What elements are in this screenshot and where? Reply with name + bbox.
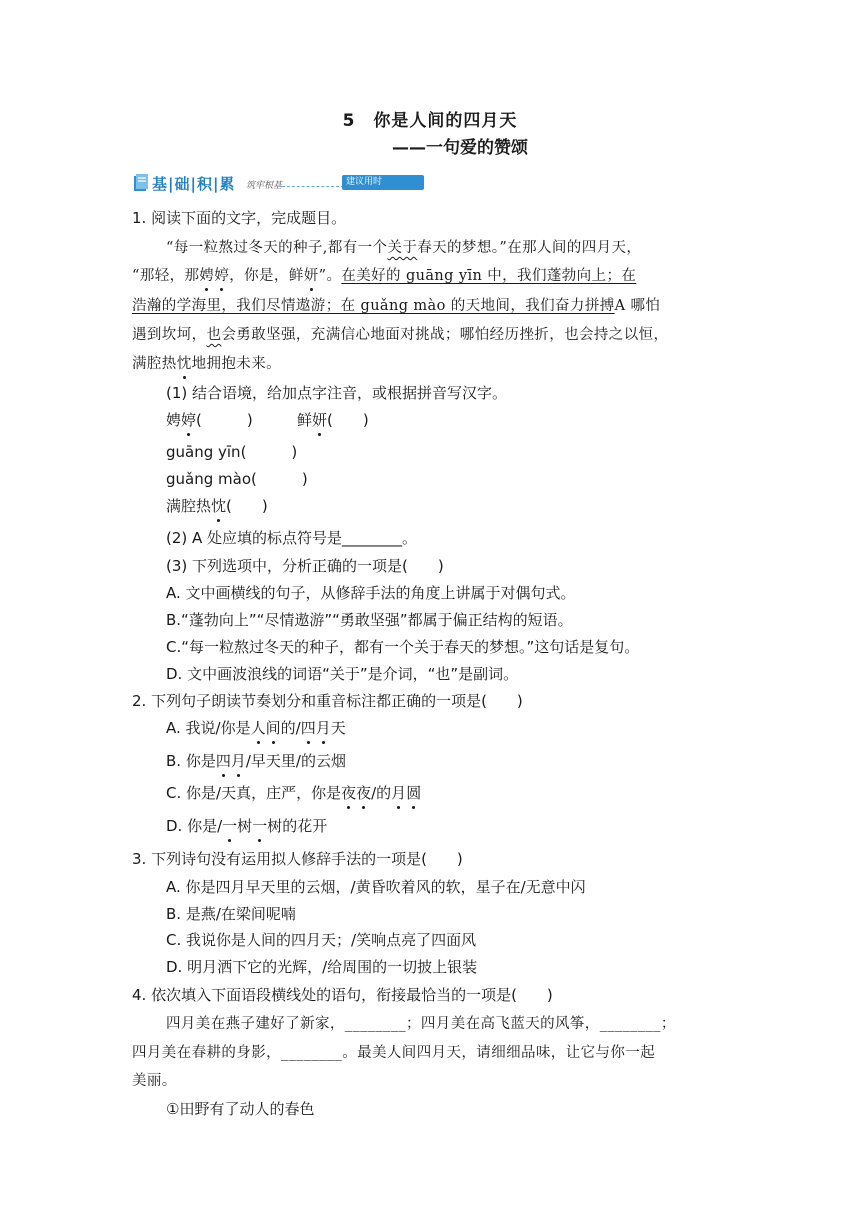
- passage-text: 遇到坎坷，: [132, 327, 207, 343]
- q1-sub1: (1) 结合语境，给加点字注音，或根据拼音写汉字。: [166, 384, 508, 402]
- stress-char: 四: [300, 719, 316, 737]
- option-text: 你是/: [187, 817, 223, 835]
- q4-passage-line3: 美丽。: [132, 1073, 177, 1089]
- dotted-word: [199, 268, 229, 284]
- passage-text: ，你是，鲜: [229, 268, 304, 284]
- passage-text: “每一粒熬过冬天的种子,都有一个: [166, 240, 388, 256]
- item-text: 鲜: [297, 411, 313, 429]
- q2-option-d: [166, 815, 327, 836]
- q2-option-c: [166, 782, 421, 803]
- q2-option-b: [166, 750, 346, 771]
- option-text: 的/: [280, 719, 301, 737]
- q1-option-b: B.“蓬勃向上”“尽情遨游”“勇敢坚强”都属于偏正结构的短语。: [166, 611, 573, 629]
- q1-sub3: (3) 下列选项中，分析正确的一项是( ): [166, 557, 444, 575]
- passage-text: ”。: [318, 268, 342, 284]
- passage-text: 春天的梦想。”在那人间的四月天，: [417, 240, 642, 256]
- answer-blank: ( ): [226, 497, 268, 515]
- wavy-word: 关于: [387, 240, 418, 256]
- section-name: 基|础|积|累: [152, 175, 236, 193]
- wavy-word: 也: [206, 327, 222, 343]
- dotted-char: 妍: [312, 411, 328, 429]
- answer-blank: ( ): [196, 411, 253, 429]
- option-label: C.: [166, 784, 187, 802]
- item-text: 娉: [166, 411, 182, 429]
- q1-sub1-item-1: [166, 409, 253, 430]
- section-subtitle: 筑牢根基: [246, 181, 283, 191]
- q4-passage-line1: 四月美在燕子建好了新家，________；四月美在高飞蓝天的风筝，________；: [166, 1016, 676, 1032]
- q1-sub1-item-2: [297, 409, 369, 430]
- item-text: 满腔热: [166, 497, 212, 515]
- dotted-char: 婷: [214, 264, 229, 285]
- stress-char: 一: [222, 817, 238, 835]
- q1-option-a: A. 文中画横线的句子，从修辞手法的角度上讲属于对偶句式。: [166, 584, 576, 602]
- stress-char: 月: [315, 719, 331, 737]
- q1-sub1-item-5: [166, 495, 268, 516]
- q2-option-a: [166, 717, 346, 738]
- option-label: A.: [166, 719, 186, 737]
- q1-passage-line2: [132, 264, 636, 285]
- q2-stem: 2. 下列句子朗读节奏划分和重音标注都正确的一项是( ): [132, 692, 523, 710]
- time-value: 15min: [347, 191, 386, 204]
- stress-char: 间: [265, 719, 281, 737]
- stress-char: 圆: [406, 784, 422, 802]
- option-text: /的: [371, 784, 392, 802]
- dotted-char: 妍: [304, 264, 319, 285]
- q4-item-1: ①田野有了动人的春色: [166, 1100, 315, 1118]
- option-text: 天: [330, 719, 346, 737]
- stress-char: 人: [250, 719, 266, 737]
- q1-passage-line4: [132, 323, 668, 344]
- stress-char: 夜: [341, 784, 357, 802]
- q3-option-d: D. 明月洒下它的光辉，/给周围的一切披上银装: [166, 958, 478, 976]
- q1-sub1-item-4: guǎng mào( ): [166, 470, 308, 488]
- underlined-sentence: 在美好的 guāng yīn 中，我们蓬勃向上；在: [341, 268, 637, 284]
- q1-option-c: C.“每一粒熬过冬天的种子，都有一个关于春天的梦想。”这句话是复句。: [166, 638, 640, 656]
- stress-char: 月: [391, 784, 407, 802]
- banner-divider: [282, 186, 344, 187]
- q3-option-b: B. 是燕/在梁间呢喃: [166, 905, 296, 923]
- q3-option-c: C. 我说你是人间的四月天；/笑响点亮了四面风: [166, 931, 477, 949]
- q1-stem: 1. 阅读下面的文字，完成题目。: [132, 209, 347, 227]
- q1-option-d: D. 文中画波浪线的词语“关于”是介词，“也”是副词。: [166, 665, 519, 683]
- q3-option-a: A. 你是四月早天里的云烟，/黄昏吹着风的软，星子在/无意中闪: [166, 878, 586, 896]
- q1-passage-line3: [132, 294, 660, 315]
- option-label: D.: [166, 817, 188, 835]
- option-text: 树的花开: [267, 817, 328, 835]
- q1-passage-line1: [166, 236, 641, 257]
- option-text: /早天里/的云烟: [245, 752, 346, 770]
- passage-text: 地拥抱未来。: [191, 356, 282, 372]
- dotted-char: 忱: [177, 352, 192, 373]
- option-text: 我说/你是: [185, 719, 251, 737]
- section-banner: [132, 173, 424, 204]
- lesson-title: 5 你是人间的四月天: [342, 111, 518, 131]
- time-badge: [342, 175, 424, 204]
- q1-sub1-item-3: guāng yīn( ): [166, 443, 298, 461]
- dotted-char: 忱: [211, 497, 227, 515]
- underlined-sentence: 浩瀚的学海里，我们尽情遨游；在 guǎng mào 的天地间，我们奋力拼搏: [132, 298, 615, 314]
- passage-text: “那轻，那: [132, 268, 200, 284]
- stress-char: 一: [252, 817, 268, 835]
- option-text: 树: [237, 817, 253, 835]
- passage-text: 满腔热: [132, 356, 177, 372]
- stress-char: 夜: [356, 784, 372, 802]
- option-text: 你是: [185, 752, 216, 770]
- option-label: B.: [166, 752, 186, 770]
- q4-stem: 4. 依次填入下面语段横线处的语句，衔接最恰当的一项是( ): [132, 986, 553, 1004]
- stress-char: 四: [215, 752, 231, 770]
- passage-text: A 哪怕: [614, 298, 661, 314]
- q1-sub2: (2) A 处应填的标点符号是________。: [166, 529, 418, 547]
- dotted-char: 娉: [199, 264, 214, 285]
- lesson-subtitle: ——一句爱的赞颂: [392, 138, 528, 158]
- q4-passage-line2: 四月美在春耕的身影，________。最美人间四月天，请细细品味，让它与你一起: [132, 1045, 656, 1061]
- passage-text: 会勇敢坚强，充满信心地面对挑战；哪怕经历挫折，也会持之以恒，: [221, 327, 669, 343]
- book-icon: [132, 173, 150, 193]
- option-text: 你是/天真，庄严，你是: [186, 784, 342, 802]
- answer-blank: ( ): [327, 411, 369, 429]
- dotted-char: 婷: [181, 411, 197, 429]
- stress-char: 月: [230, 752, 246, 770]
- q1-passage-line5: [132, 352, 281, 373]
- q3-stem: 3. 下列诗句没有运用拟人修辞手法的一项是( ): [132, 850, 463, 868]
- time-label: 建议用时: [346, 177, 383, 187]
